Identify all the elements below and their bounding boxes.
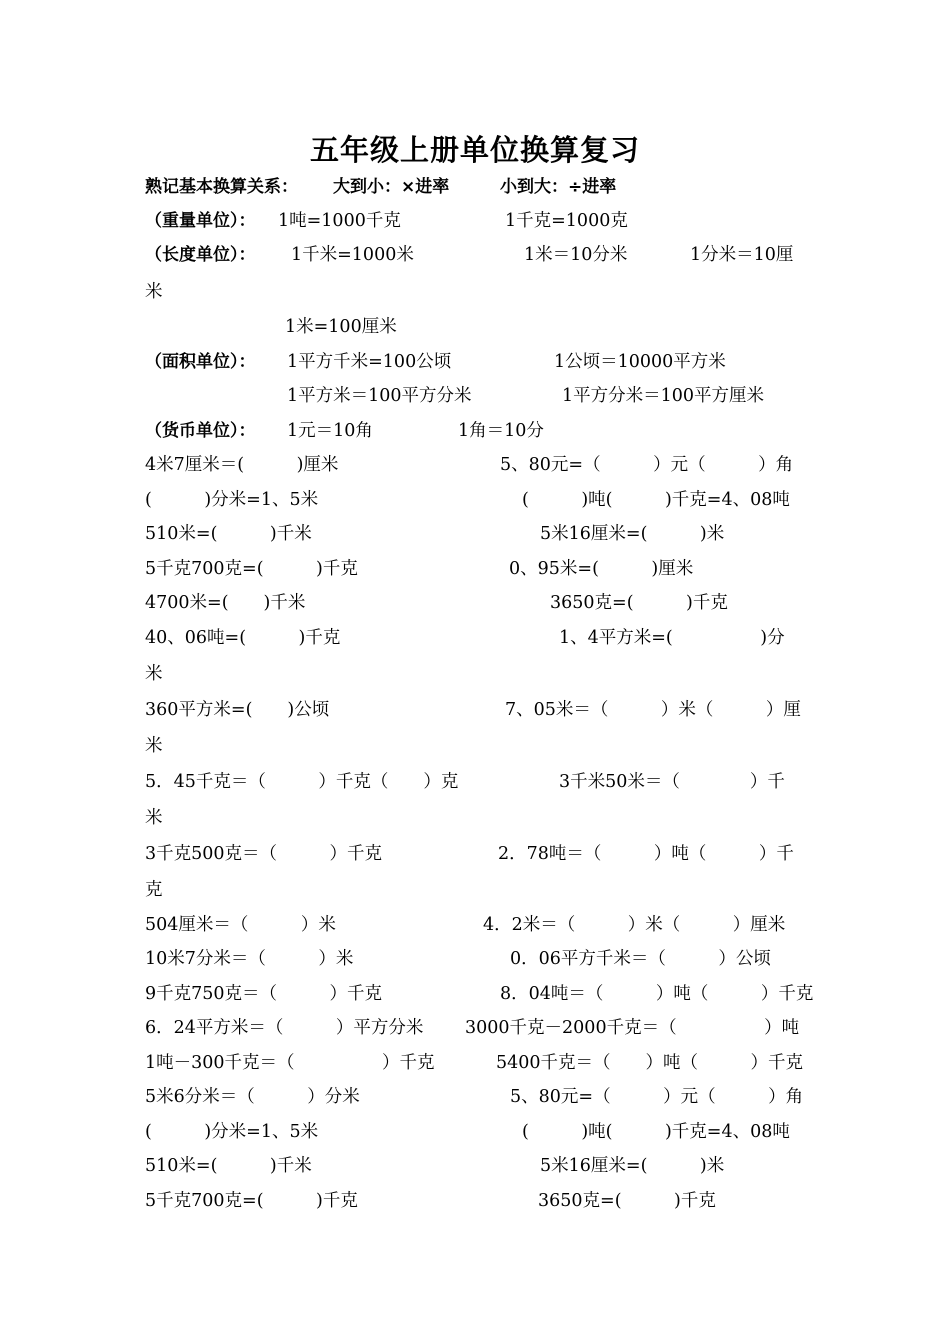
exercise-item: 0、95米=( )厘米 <box>509 559 694 579</box>
exercise-item: ( )分米=1、5米 <box>145 1122 319 1142</box>
area-rel-a: 1平方千米=100公顷 <box>287 352 452 372</box>
weight-rel-b: 1千克=1000克 <box>505 211 628 231</box>
exercise-item: 7、05米＝（ ）米（ ）厘 <box>505 700 801 720</box>
area-rel-d: 1平方分米＝100平方厘米 <box>562 386 765 406</box>
exercise-wrap: 米 <box>145 808 163 828</box>
area-rel-b: 1公顷＝10000平方米 <box>554 352 726 372</box>
exercise-item: 4700米=( )千米 <box>145 593 306 613</box>
exercise-item: 4．2米＝（ ）米（ ）厘米 <box>483 915 786 935</box>
exercise-item: 5、80元=（ ）元（ ）角 <box>500 455 794 475</box>
area-label: （面积单位）： <box>145 352 256 372</box>
exercise-item: 504厘米＝（ ）米 <box>145 915 336 935</box>
money-rel-b: 1角＝10分 <box>458 421 544 441</box>
weight-label: （重量单位）： <box>145 211 256 231</box>
exercise-item: 5米16厘米=( )米 <box>540 524 725 544</box>
exercise-item: 10米7分米＝（ ）米 <box>145 949 354 969</box>
exercise-item: 0．06平方千米＝（ ）公顷 <box>510 949 771 969</box>
exercise-wrap: 米 <box>145 736 163 756</box>
exercise-wrap: 克 <box>145 880 163 900</box>
exercise-item: 3千米50米＝（ ）千 <box>559 772 785 792</box>
exercise-item: 4米7厘米＝( )厘米 <box>145 455 339 475</box>
exercise-item: ( )吨( )千克=4、08吨 <box>522 490 790 510</box>
length-rel-d: 1米=100厘米 <box>285 317 397 337</box>
exercise-item: 3000千克－2000千克＝（ ）吨 <box>465 1018 800 1038</box>
small-to-big-rule: 小到大：÷进率 <box>500 177 617 197</box>
exercise-item: 5米16厘米=( )米 <box>540 1156 725 1176</box>
header-label: 熟记基本换算关系： <box>145 177 298 197</box>
exercise-item: 1吨－300千克＝（ ）千克 <box>145 1053 435 1073</box>
length-rel-a: 1千米=1000米 <box>291 245 414 265</box>
weight-rel-a: 1吨=1000千克 <box>278 211 401 231</box>
exercise-item: 8．04吨＝（ ）吨（ ）千克 <box>500 984 814 1004</box>
money-label: （货币单位）： <box>145 421 256 441</box>
length-label: （长度单位）： <box>145 245 256 265</box>
money-rel-a: 1元＝10角 <box>287 421 373 441</box>
exercise-wrap: 米 <box>145 664 163 684</box>
exercise-item: 2．78吨＝（ ）吨（ ）千 <box>498 844 794 864</box>
exercise-item: ( )分米=1、5米 <box>145 490 319 510</box>
exercise-item: 5．45千克＝（ ）千克（ ）克 <box>145 772 459 792</box>
exercise-item: 3650克=( )千克 <box>538 1191 716 1211</box>
exercise-item: 40、06吨=( )千克 <box>145 628 341 648</box>
exercise-item: 360平方米=( )公顷 <box>145 700 330 720</box>
area-rel-c: 1平方米＝100平方分米 <box>287 386 472 406</box>
exercise-item: 5千克700克=( )千克 <box>145 559 358 579</box>
big-to-small-rule: 大到小：×进率 <box>333 177 450 197</box>
exercise-item: 3千克500克＝（ ）千克 <box>145 844 383 864</box>
exercise-item: 6．24平方米＝（ ）平方分米 <box>145 1018 424 1038</box>
exercise-item: 5、80元=（ ）元（ ）角 <box>510 1087 804 1107</box>
page-title: 五年级上册单位换算复习 <box>309 133 640 167</box>
exercise-item: 3650克=( )千克 <box>550 593 728 613</box>
exercise-item: ( )吨( )千克=4、08吨 <box>522 1122 790 1142</box>
exercise-item: 510米=( )千米 <box>145 1156 312 1176</box>
length-wrap: 米 <box>145 282 163 302</box>
exercise-item: 510米=( )千米 <box>145 524 312 544</box>
exercise-item: 5千克700克=( )千克 <box>145 1191 358 1211</box>
length-rel-b: 1米＝10分米 <box>524 245 628 265</box>
exercise-item: 9千克750克＝（ ）千克 <box>145 984 383 1004</box>
length-rel-c: 1分米＝10厘 <box>690 245 794 265</box>
exercise-item: 5400千克＝（ ）吨（ ）千克 <box>496 1053 804 1073</box>
exercise-item: 5米6分米＝（ ）分米 <box>145 1087 360 1107</box>
exercise-item: 1、4平方米=( )分 <box>559 628 785 648</box>
